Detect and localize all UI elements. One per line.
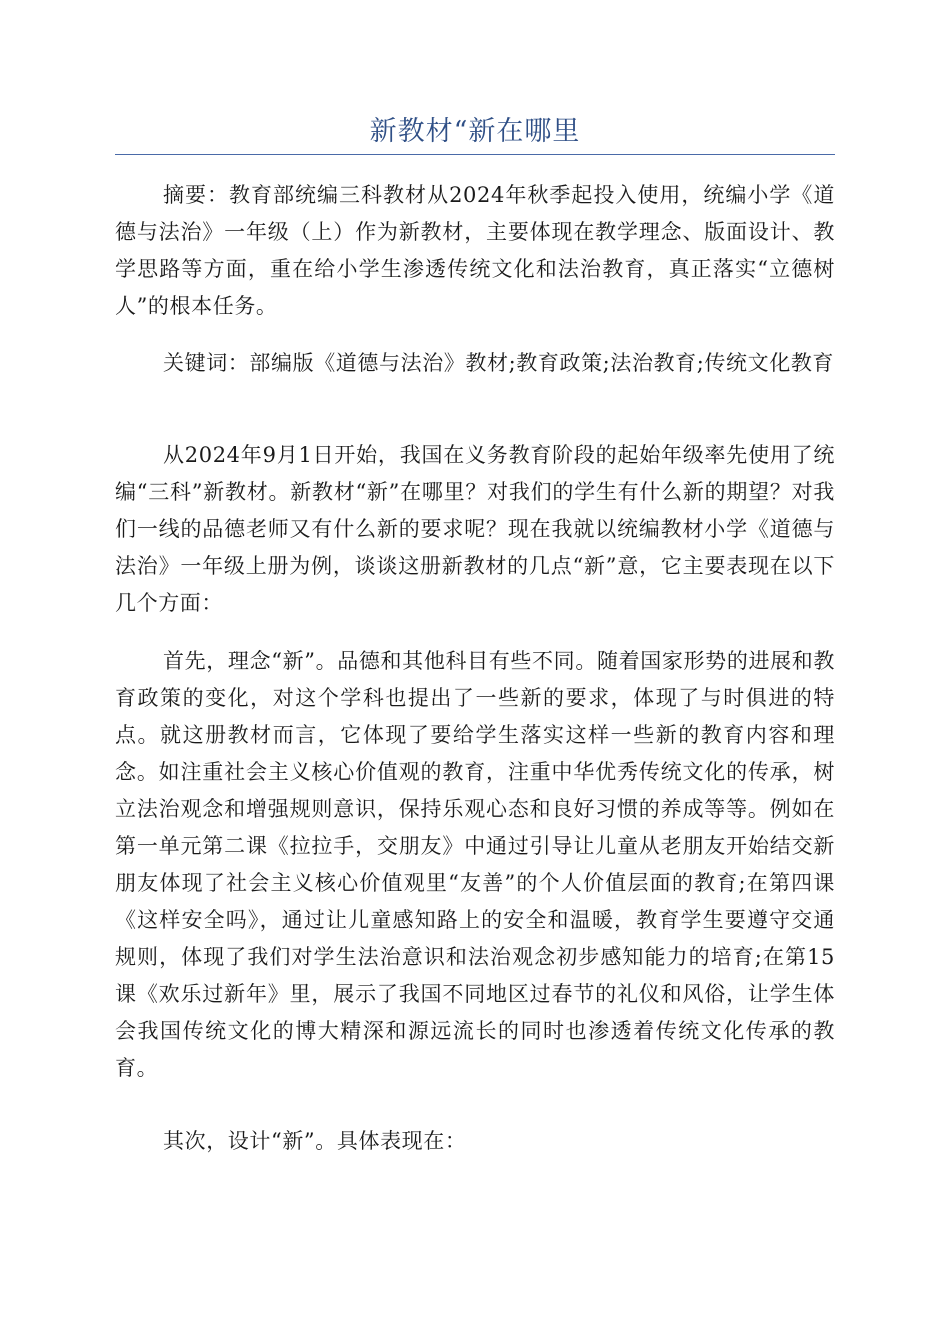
design-paragraph: 其次，设计“新”。具体表现在：: [163, 1129, 467, 1153]
document-title: 新教材“新在哪里: [369, 116, 581, 147]
intro-paragraph: 从2024年9月1日开始，我国在义务教育阶段的起始年级率先使用了统编“三科”新教材。新教材“新”在哪里？对我们的学生有什么新的期望？对我们一线的品德老师又有什么新的要求呢？现在我就以统编教材小学《道德与法治》一年级上册为例，谈谈这册新教材的几点“新”意，它主要表现在以下几个方面：: [115, 443, 835, 615]
keywords-paragraph: 关键词：部编版《道德与法治》教材;教育政策;法治教育;传统文化教育: [163, 351, 835, 375]
abstract-paragraph: 摘要：教育部统编三科教材从2024年秋季起投入使用，统编小学《道德与法治》一年级（上）作为新教材，主要体现在教学理念、版面设计、教学思路等方面，重在给小学生渗透传统文化和法治教育，真正落实“立德树人”的根本任务。: [115, 183, 835, 318]
title-underline: [115, 154, 835, 155]
concept-paragraph: 首先，理念“新”。品德和其他科目有些不同。随着国家形势的进展和教育政策的变化，对这个学科也提出了一些新的要求，体现了与时俱进的特点。就这册教材而言，它体现了要给学生落实这样一些新的教育内容和理念。如注重社会主义核心价值观的教育，注重中华优秀传统文化的传承，树立法治观念和增强规则意识，保持乐观心态和良好习惯的养成等等。例如在第一单元第二课《拉拉手，交朋友》中通过引导让儿童从老朋友开始结交新朋友体现了社会主义核心价值观里“友善”的个人价值层面的教育;在第四课《这样安全吗》，通过让儿童感知路上的安全和温暖，教育学生要遵守交通规则，体现了我们对学生法治意识和法治观念初步感知能力的培育;在第15课《欢乐过新年》里，展示了我国不同地区过春节的礼仪和风俗，让学生体会我国传统文化的博大精深和源远流长的同时也渗透着传统文化传承的教育。: [115, 649, 835, 1080]
